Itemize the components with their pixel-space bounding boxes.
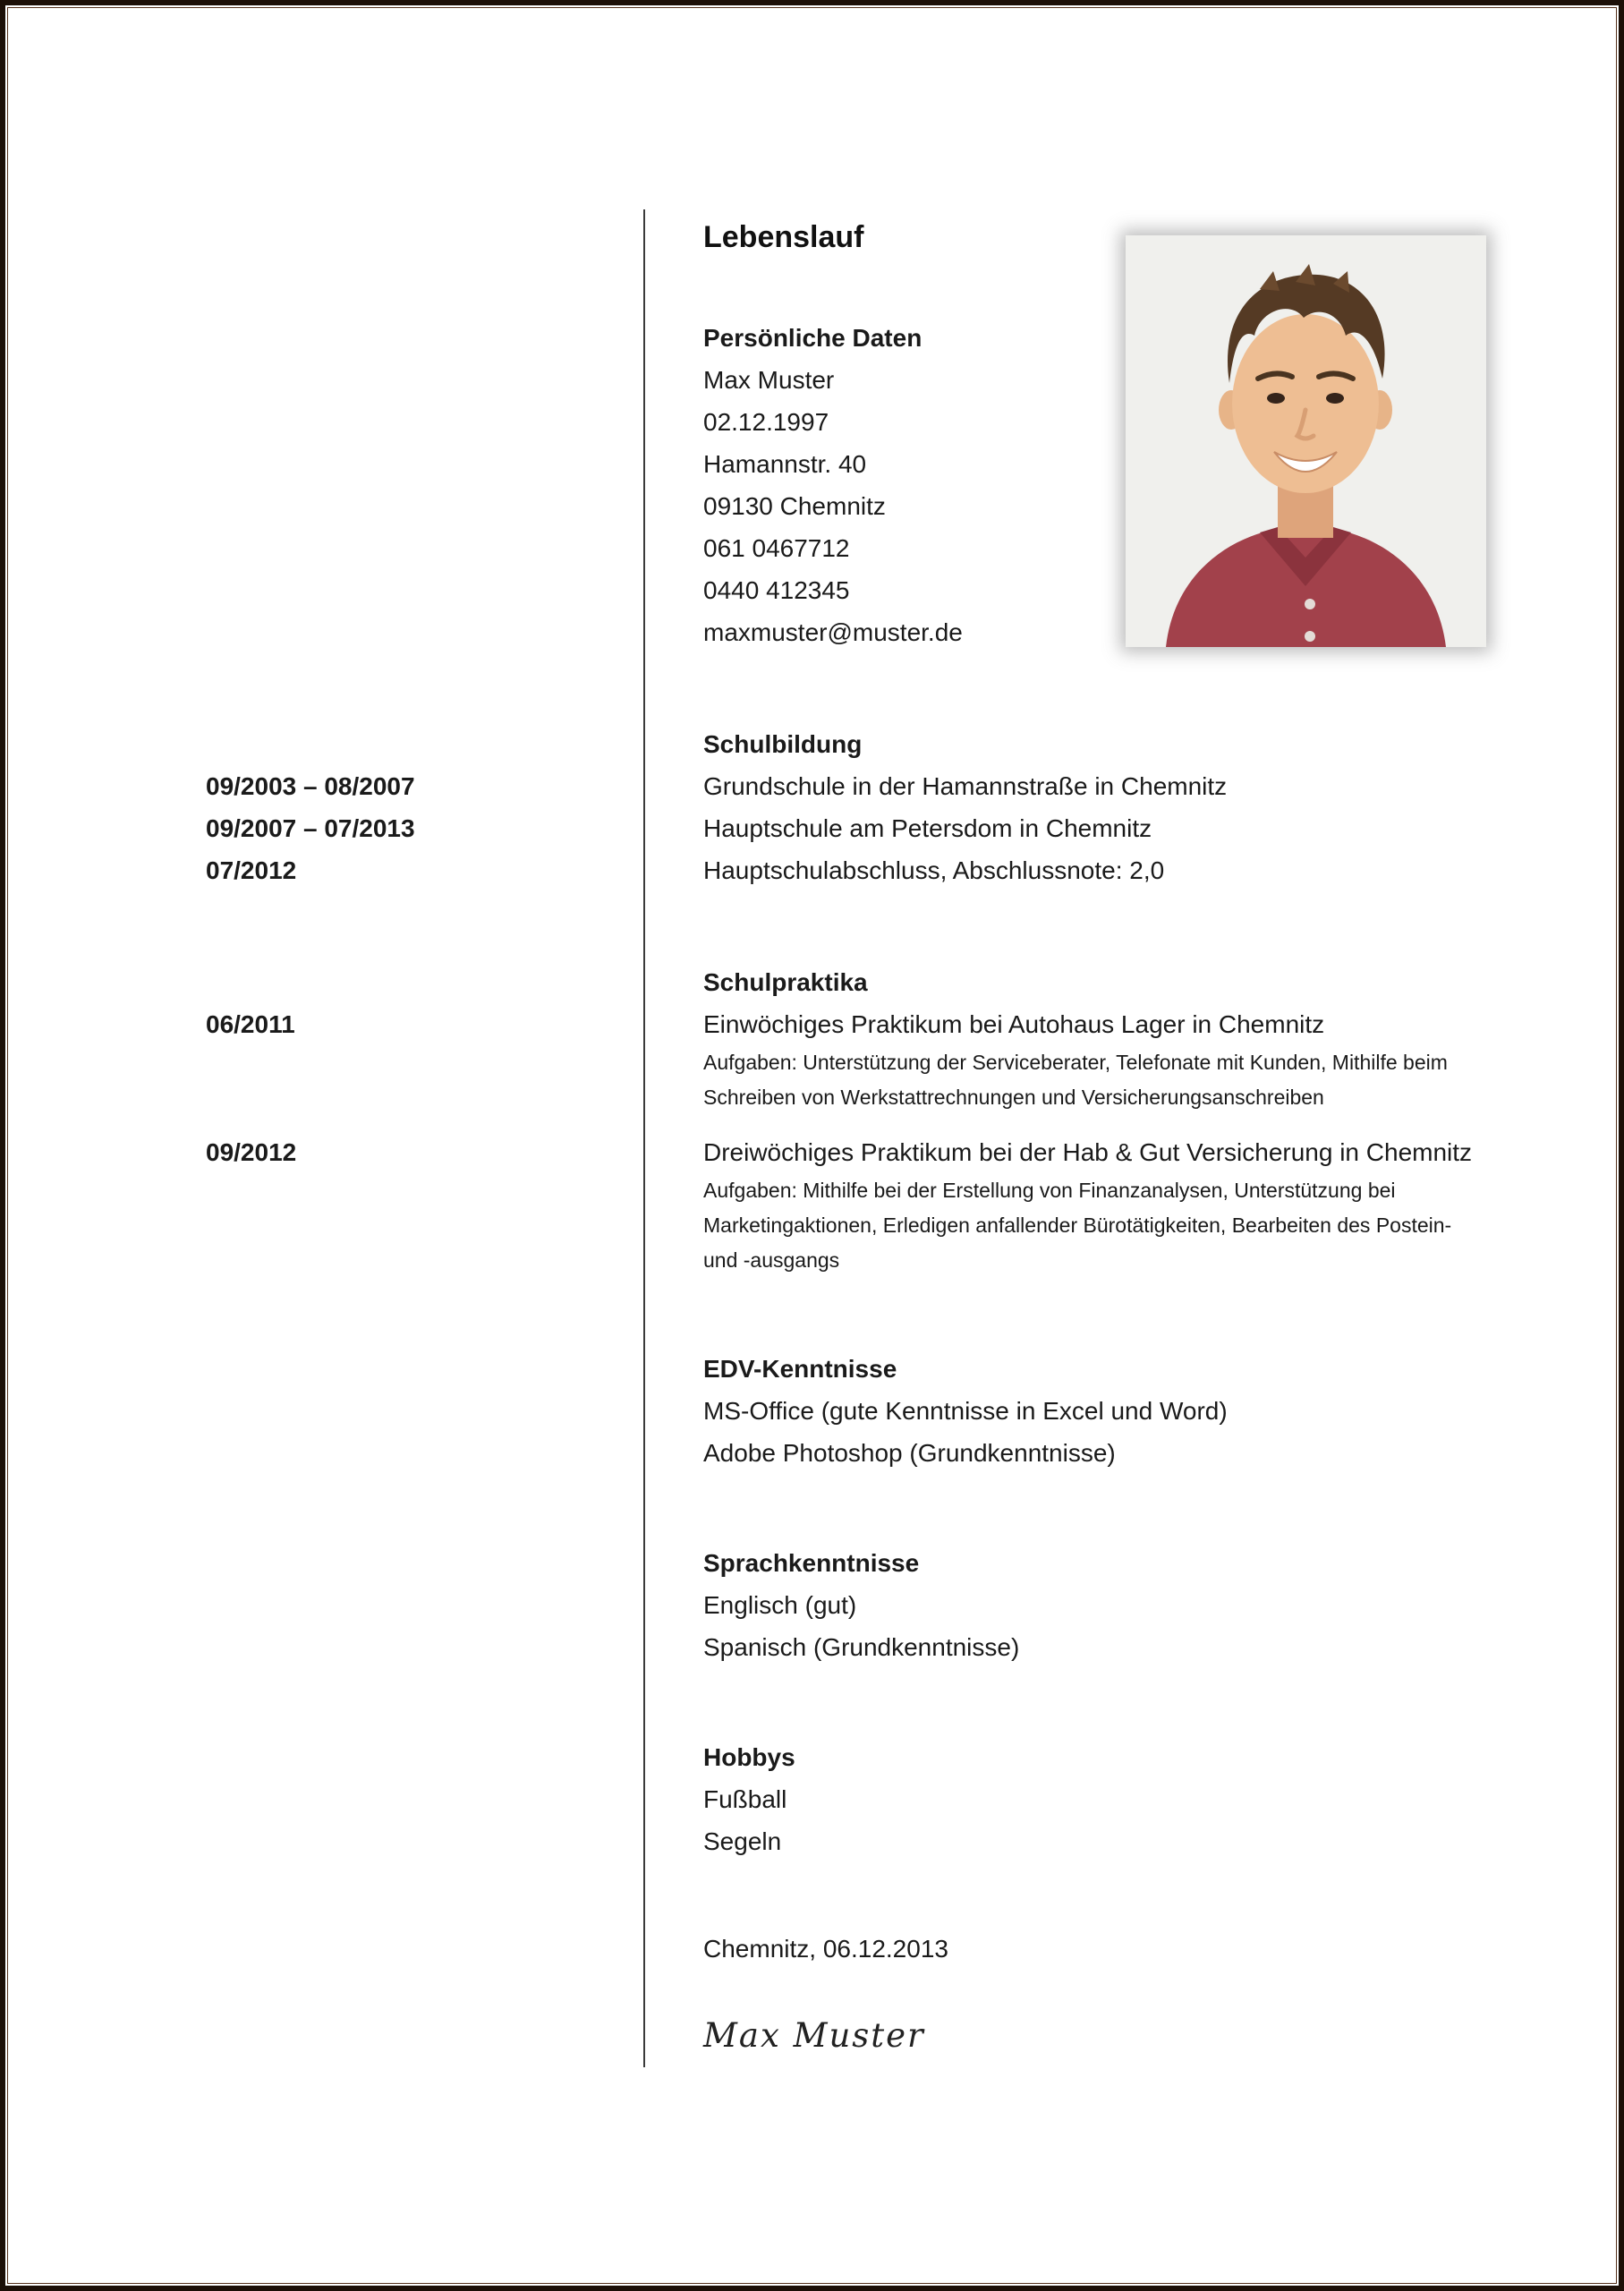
personal-city: 09130 Chemnitz: [703, 492, 886, 520]
internship-row: [0, 1003, 1624, 1115]
section-heading: EDV-Kenntnisse: [703, 1355, 897, 1383]
language-line: Englisch (gut): [703, 1591, 857, 1619]
personal-birthdate: 02.12.1997: [703, 408, 829, 436]
signature: Max Muster: [703, 2016, 925, 2055]
section-personal: [0, 317, 1624, 653]
entry-details: Aufgaben: Unterstützung der Serviceberater, Telefonate mit Kunden, Mithilfe beim Schreiben von Werkstattrechnungen und Versicherungsanschreiben: [703, 1051, 1448, 1109]
section-schulbildung: [0, 723, 1624, 891]
section-edv: [0, 1348, 1624, 1474]
entry-text: Hauptschule am Petersdom in Chemnitz: [703, 814, 1152, 842]
personal-phone: 061 0467712: [703, 534, 850, 562]
education-row: [0, 849, 1624, 891]
skill-line: Adobe Photoshop (Grundkenntnisse): [703, 1439, 1116, 1467]
entry-details: Aufgaben: Mithilfe bei der Erstellung von Finanzanalysen, Unterstützung bei Marketingaktionen, Erledigen anfallender Bürotätigkeiten, Bearbeiten des Postein- und -ausgangs: [703, 1179, 1452, 1272]
personal-heading: Persönliche Daten: [703, 324, 923, 352]
hobby-line: Segeln: [703, 1827, 782, 1855]
section-sprachen: [0, 1542, 1624, 1668]
entry-text: Einwöchiges Praktikum bei Autohaus Lager in Chemnitz: [703, 1010, 1325, 1038]
language-line: Spanisch (Grundkenntnisse): [703, 1633, 1020, 1661]
entry-body: [703, 1131, 1473, 1278]
section-hobbys: [0, 1736, 1624, 1862]
hobby-line: Fußball: [703, 1785, 787, 1813]
place-and-date: Chemnitz, 06.12.2013: [703, 1935, 948, 1963]
section-heading: Schulbildung: [703, 730, 863, 758]
personal-name: Max Muster: [703, 366, 835, 394]
section-heading: Schulpraktika: [703, 968, 868, 996]
entry-date: 06/2011: [206, 1010, 295, 1038]
entry-text: Dreiwöchiges Praktikum bei der Hab & Gut Versicherung in Chemnitz: [703, 1138, 1473, 1166]
entry-date: 09/2007 – 07/2013: [206, 814, 415, 842]
entry-date: 09/2012: [206, 1138, 297, 1166]
personal-mobile: 0440 412345: [703, 576, 850, 604]
personal-street: Hamannstr. 40: [703, 450, 867, 478]
skill-line: MS-Office (gute Kenntnisse in Excel und Word): [703, 1397, 1228, 1425]
entry-text: Grundschule in der Hamannstraße in Chemnitz: [703, 772, 1228, 800]
education-row: [0, 807, 1624, 849]
section-heading: Sprachkenntnisse: [703, 1549, 920, 1577]
page-title: Lebenslauf: [703, 220, 864, 254]
section-schulpraktika: [0, 961, 1624, 1278]
entry-text: Hauptschulabschluss, Abschlussnote: 2,0: [703, 856, 1165, 884]
entry-date: 09/2003 – 08/2007: [206, 772, 415, 800]
personal-email: maxmuster@muster.de: [703, 618, 963, 646]
education-row: [0, 765, 1624, 807]
internship-row: [0, 1131, 1624, 1278]
entry-body: [703, 1003, 1473, 1115]
entry-date: 07/2012: [206, 856, 297, 884]
section-heading: Hobbys: [703, 1743, 795, 1771]
